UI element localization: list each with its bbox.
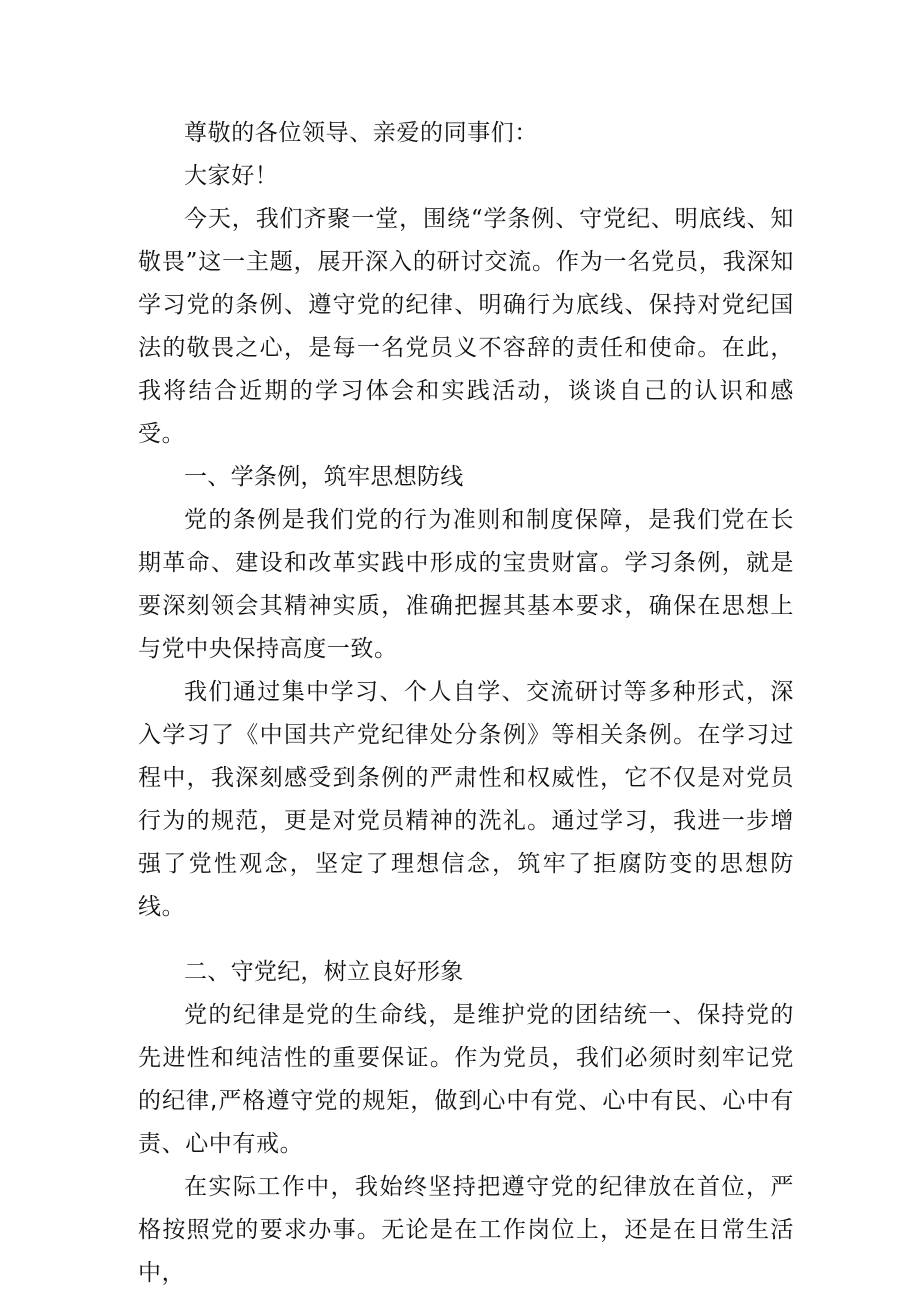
section-2-paragraph-1: 党的纪律是党的生命线，是维护党的团结统一、保持党的先进性和纯洁性的重要保证。作为党员，我们必须时刻牢记党的纪律,严格遵守党的规矩，做到心中有党、心中有民、心中有责、心中有戒。 — [138, 1002, 794, 1157]
section-1-paragraph-2: 我们通过集中学习、个人自学、交流研讨等多种形式，深入学习了《中国共产党纪律处分条例》等相关条例。在学习过程中，我深刻感受到条例的严肃性和权威性，它不仅是对党员行为的规范，更是对党员精神的洗礼。通过学习，我进一步增强了党性观念，坚定了理想信念，筑牢了拒腐防变的思想防线。 — [138, 679, 794, 920]
intro-paragraph: 今天，我们齐聚一堂，围绕“学条例、守党纪、明底线、知敬畏”这一主题，展开深入的研讨交流。作为一名党员，我深知学习党的条例、遵守党的纪律、明确行为底线、保持对党纪国法的敬畏之心，是每一名党员义不容辞的责任和使命。在此，我将结合近期的学习体会和实践活动，谈谈自己的认识和感受。 — [138, 206, 794, 447]
section-spacer — [138, 929, 794, 951]
salutation: 尊敬的各位领导、亲爱的同事们： — [184, 120, 538, 146]
section-2-paragraph-2: 在实际工作中，我始终坚持把遵守党的纪律放在首位，严格按照党的要求办事。无论是在工作岗位上，还是在日常生活中， — [138, 1174, 794, 1286]
greeting: 大家好！ — [184, 163, 279, 189]
section-heading-2: 二、守党纪，树立良好形象 — [184, 959, 464, 985]
section-heading-1: 一、学条例，筑牢思想防线 — [184, 464, 464, 490]
document-body — [138, 112, 794, 1295]
section-1-paragraph-1: 党的条例是我们党的行为准则和制度保障，是我们党在长期革命、建设和改革实践中形成的宝贵财富。学习条例，就是要深刻领会其精神实质，准确把握其基本要求，确保在思想上与党中央保持高度一致。 — [138, 507, 794, 662]
